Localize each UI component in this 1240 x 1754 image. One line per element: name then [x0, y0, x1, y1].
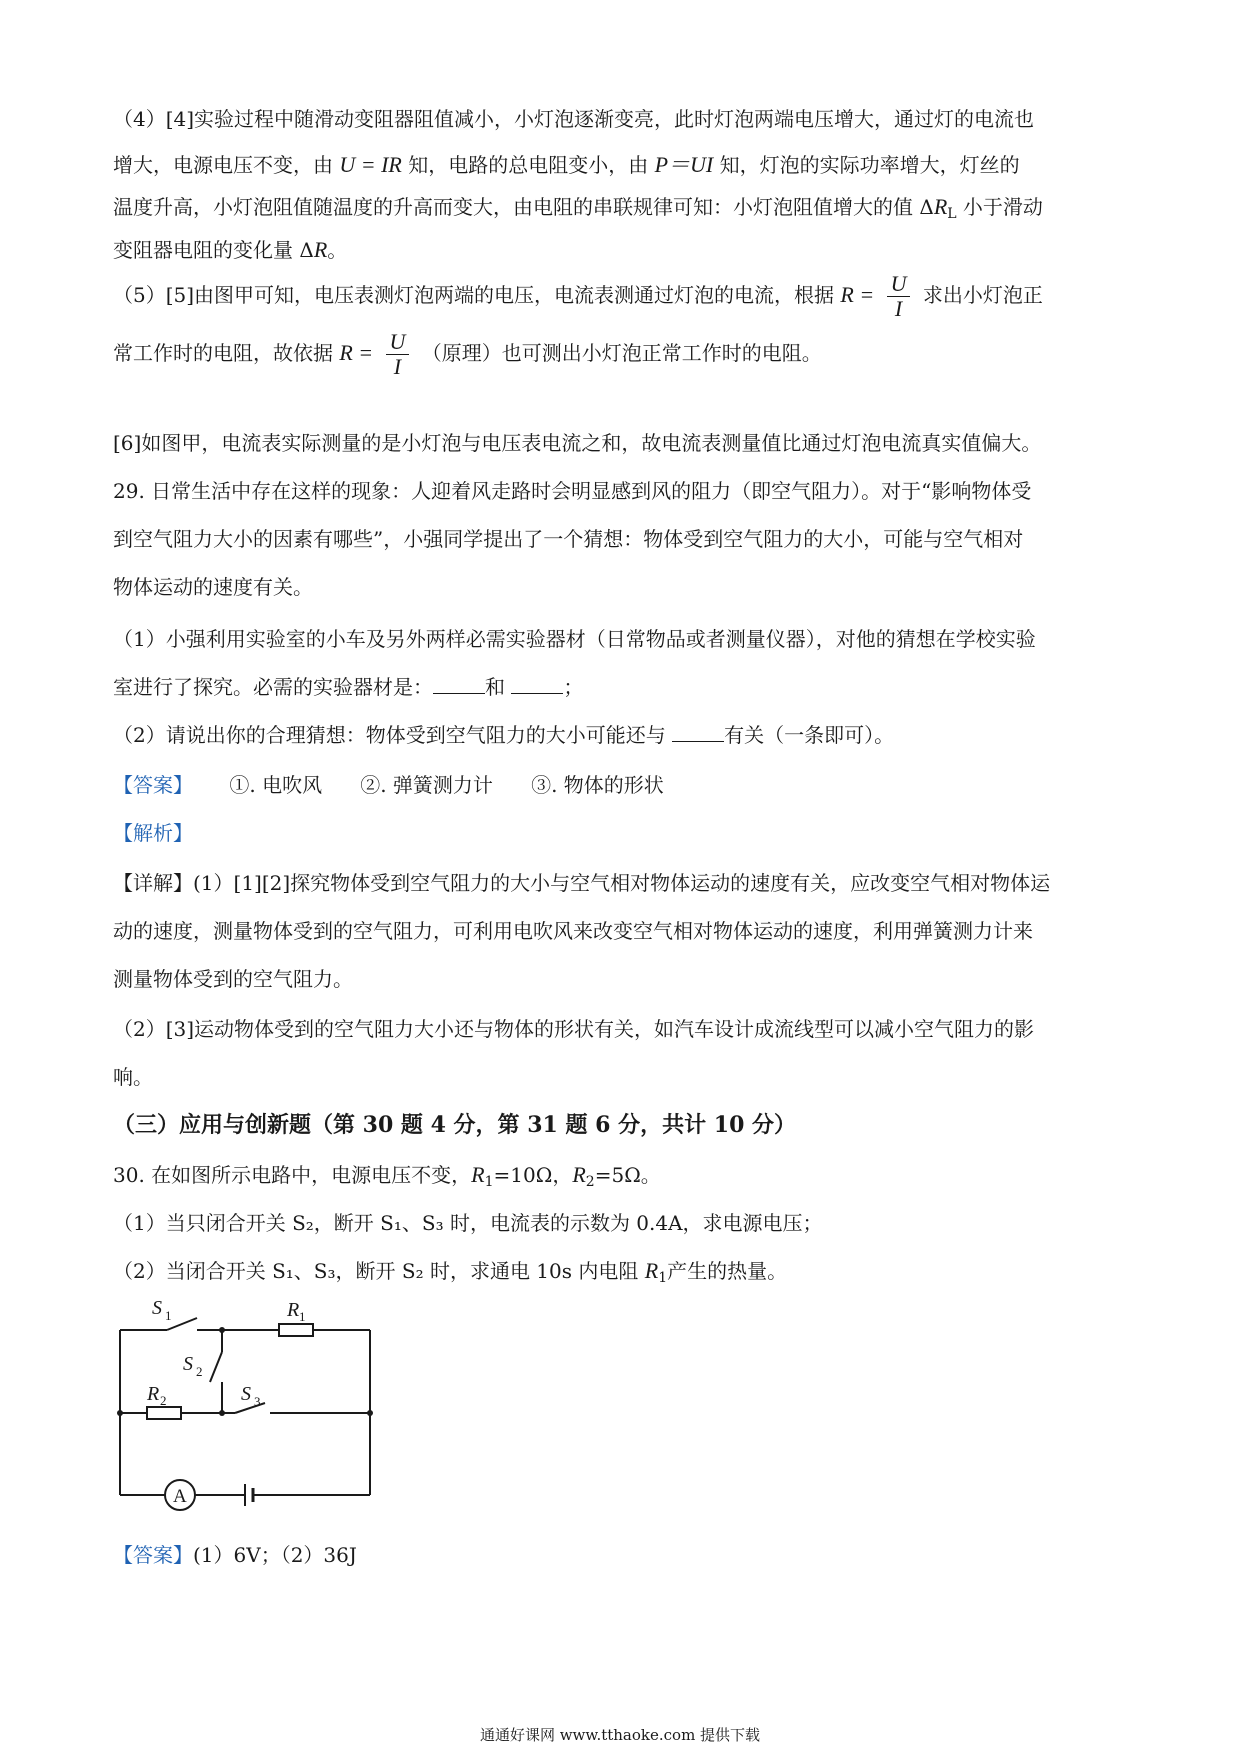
analysis-line [113, 818, 1133, 848]
text-line [113, 192, 1133, 229]
formula: R = [339, 340, 374, 365]
label-r1: R [287, 1299, 300, 1321]
text-span: =10Ω， [493, 1163, 573, 1187]
fraction-denominator: I [393, 354, 402, 379]
section-title: （三）应用与创新题（第 30 题 4 分，第 31 题 6 分，共计 10 分） [113, 1112, 797, 1138]
text-line [113, 330, 1133, 379]
formula: R [471, 1162, 485, 1187]
formula: R = [840, 282, 875, 307]
formula: R [644, 1258, 659, 1283]
text-span: 增大，电源电压不变，由 [113, 153, 333, 177]
answer-line [113, 770, 1133, 800]
text-line [113, 272, 1133, 321]
text-line: 动的速度，测量物体受到的空气阻力，可利用电吹风来改变空气相对物体运动的速度，利用弹簧测力计来 [113, 919, 1033, 943]
text-line: （1）小强利用实验室的小车及另外两样必需实验器材（日常物品或者测量仪器），对他的猜想在学校实验 [113, 627, 1036, 651]
analysis-tag: 【解析】 [113, 821, 193, 845]
text-span: 温度升高，小灯泡阻值随温度的升高而变大，由电阻的串联规律可知：小灯泡阻值增大的值 Δ [113, 195, 934, 219]
text-line: 到空气阻力大小的因素有哪些”，小强同学提出了一个猜想：物体受到空气阻力的大小，可能与空气相对 [113, 527, 1024, 551]
page-footer: 通通好课网 www.tthaoke.com 提供下载 [479, 1726, 761, 1744]
text-line [113, 1256, 1133, 1293]
subscript: 1 [658, 1270, 668, 1286]
label-r1-sub: 1 [299, 1309, 306, 1324]
formula: P＝UI [654, 152, 714, 177]
text-line [113, 150, 1133, 180]
text-span: 和 [485, 675, 512, 699]
subscript: 2 [585, 1174, 595, 1190]
label-r2-sub: 2 [160, 1393, 167, 1408]
question-30-text [113, 1160, 1133, 1197]
fraction-numerator: U [386, 330, 410, 355]
text-line: （2）[3]运动物体受到的空气阻力大小还与物体的形状有关，如汽车设计成流线型可以减小空气阻力的影 [113, 1017, 1035, 1041]
text-span: 产生的热量。 [667, 1259, 788, 1283]
text-line: 测量物体受到的空气阻力。 [113, 967, 353, 991]
fraction-numerator: U [887, 272, 911, 297]
text-line: 【详解】(1）[1][2]探究物体受到空气阻力的大小与空气相对物体运动的速度有关，应改变空气相对物体运 [113, 871, 1051, 895]
formula: U = IR [339, 152, 402, 177]
text-span: （原理）也可测出小灯泡正常工作时的电阻。 [421, 341, 822, 365]
formula: R [933, 194, 948, 219]
text-span: （5）[5]由图甲可知，电压表测灯泡两端的电压，电流表测通过灯泡的电流，根据 [113, 283, 835, 307]
answer-blank [433, 673, 485, 694]
text-span: 知，电路的总电阻变小，由 [408, 153, 649, 177]
answer-blank [672, 721, 724, 742]
answer-text: (1）6V；（2）36J [193, 1543, 357, 1567]
answer-blank [511, 673, 563, 694]
switch-s2-blade [210, 1352, 222, 1382]
text-line: 物体运动的速度有关。 [113, 575, 313, 599]
text-span: 知，灯泡的实际功率增大，灯丝的 [719, 153, 1020, 177]
answer-text: ①. 电吹风 ②. 弹簧测力计 ③. 物体的形状 [229, 773, 664, 797]
text-line: 响。 [113, 1065, 153, 1089]
label-s1: S [152, 1297, 162, 1319]
formula: R [572, 1162, 586, 1187]
text-line [113, 720, 1133, 750]
switch-s1-blade [167, 1318, 197, 1330]
label-s2: S [183, 1353, 193, 1375]
junction-node [117, 1410, 123, 1416]
subscript: L [947, 206, 957, 222]
junction-node [219, 1410, 225, 1416]
text-span: （2）当闭合开关 S₁、S₃，断开 S₂ 时，求通电 10s 内电阻 [113, 1259, 645, 1283]
text-span: 求出小灯泡正 [922, 283, 1043, 307]
fraction-denominator: I [894, 296, 903, 321]
label-ammeter: A [173, 1486, 187, 1507]
text-line: [6]如图甲，电流表实际测量的是小灯泡与电压表电流之和，故电流表测量值比通过灯泡电流真实值偏大。 [113, 431, 1042, 455]
formula: R [313, 237, 328, 262]
text-span: 有关（一条即可）。 [724, 723, 895, 747]
resistor-r2 [147, 1407, 181, 1419]
circuit-diagram [105, 1290, 385, 1520]
label-s2-sub: 2 [196, 1364, 203, 1379]
junction-node [367, 1410, 373, 1416]
text-line [113, 672, 1133, 702]
label-r2: R [147, 1383, 160, 1405]
junction-node [219, 1327, 225, 1333]
fraction [887, 272, 911, 321]
subscript: 1 [484, 1174, 494, 1190]
question-29-text: 29. 日常生活中存在这样的现象：人迎着风走路时会明显感到风的阻力（即空气阻力）。对于“影响物体受 [113, 479, 1032, 503]
label-s3: S [241, 1383, 251, 1405]
text-span: 。 [327, 238, 348, 262]
fraction [386, 330, 410, 379]
text-span: =5Ω。 [594, 1163, 661, 1187]
text-line: （4）[4]实验过程中随滑动变阻器阻值减小，小灯泡逐渐变亮，此时灯泡两端电压增大，通过灯的电流也 [113, 107, 1035, 131]
answer-line [113, 1540, 1133, 1570]
text-span: 30. 在如图所示电路中，电源电压不变， [113, 1163, 472, 1187]
text-span: ； [563, 675, 584, 699]
text-span: （2）请说出你的合理猜想：物体受到空气阻力的大小可能还与 [113, 723, 673, 747]
text-span: 变阻器电阻的变化量 Δ [113, 238, 314, 262]
text-span: 室进行了探究。必需的实验器材是： [113, 675, 433, 699]
text-span: 小于滑动 [962, 195, 1043, 219]
answer-tag: 【答案】 [113, 1543, 193, 1567]
answer-tag: 【答案】 [113, 773, 193, 797]
label-s3-sub: 3 [254, 1394, 261, 1409]
text-line [113, 235, 1133, 265]
resistor-r1 [279, 1324, 313, 1336]
text-line: （1）当只闭合开关 S₂，断开 S₁、S₃ 时，电流表的示数为 0.4A，求电源电压； [113, 1211, 823, 1235]
label-s1-sub: 1 [165, 1308, 172, 1323]
text-span: 常工作时的电阻，故依据 [113, 341, 333, 365]
